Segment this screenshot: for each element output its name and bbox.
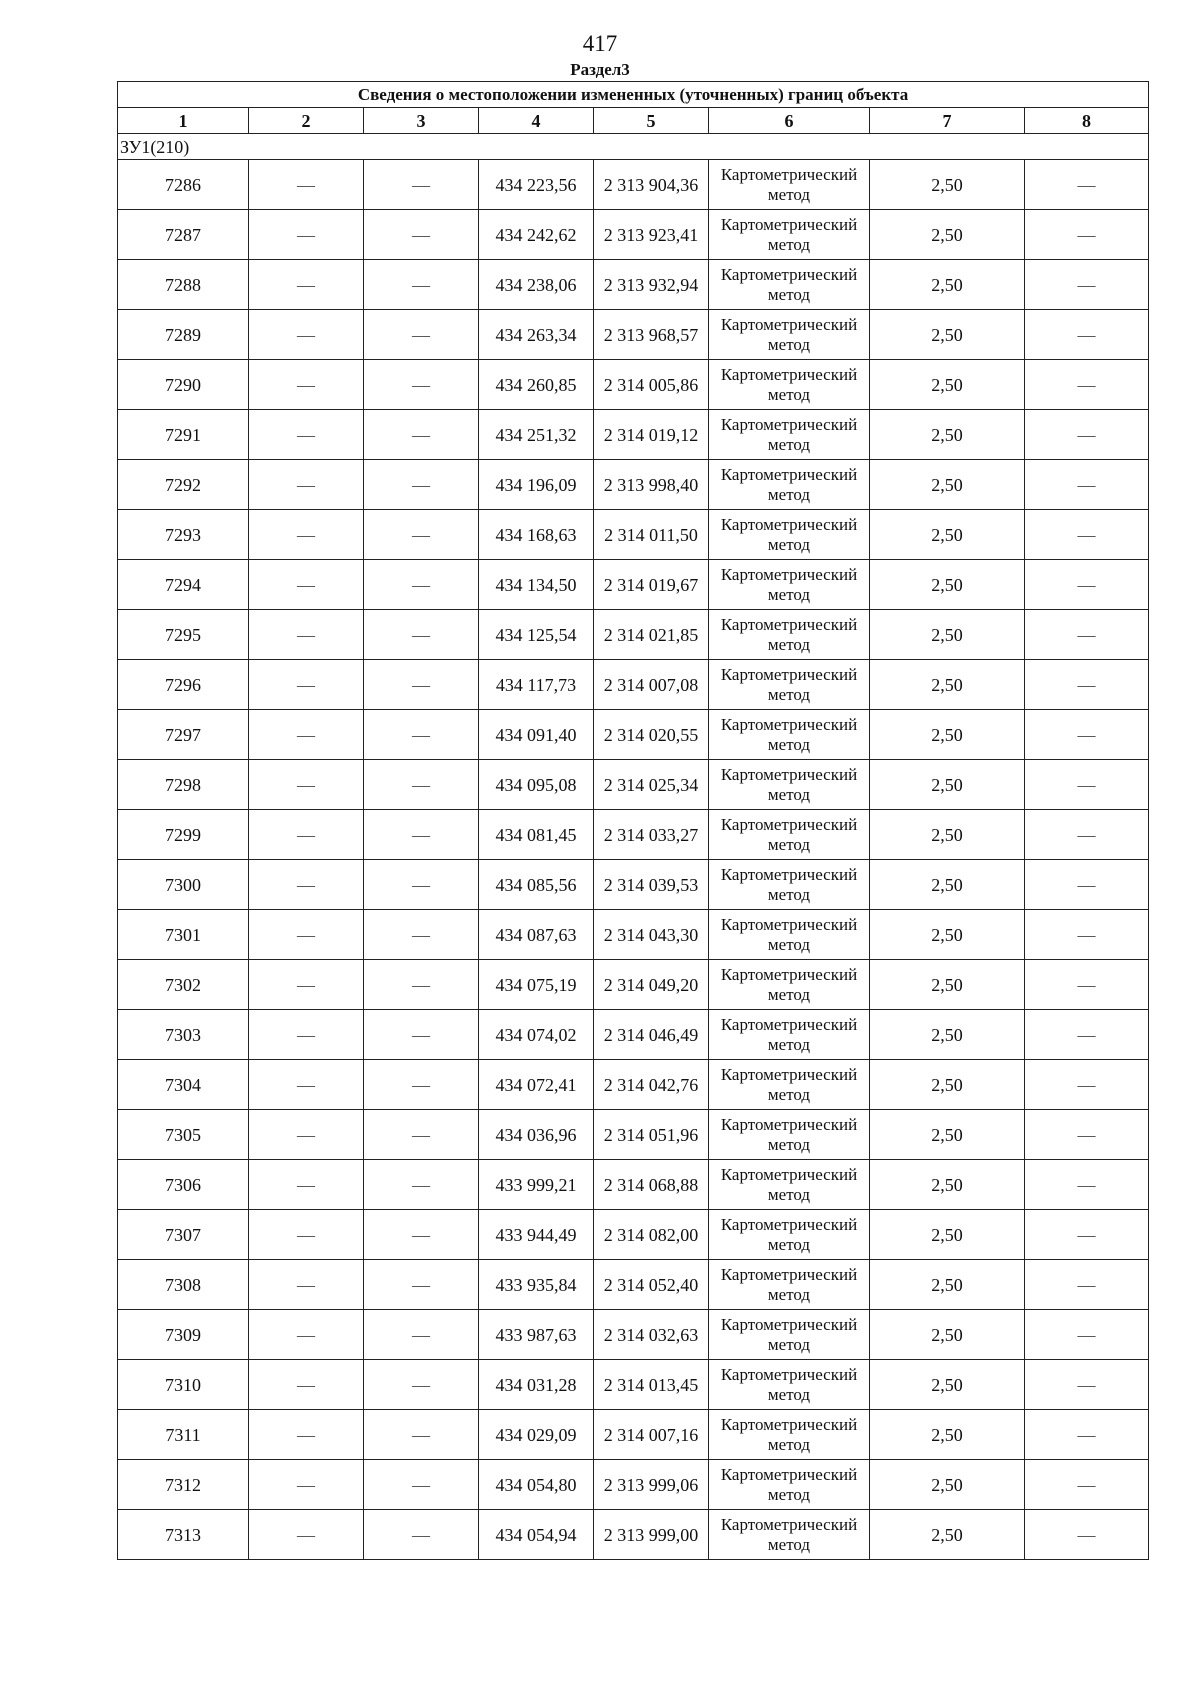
coord-y: 2 313 999,00 [594, 1510, 709, 1560]
coord-y: 2 314 020,55 [594, 710, 709, 760]
col8-value: — [1025, 610, 1149, 660]
col8-value: — [1025, 1010, 1149, 1060]
col2-value: — [249, 860, 364, 910]
coord-y: 2 314 007,16 [594, 1410, 709, 1460]
point-number: 7310 [118, 1360, 249, 1410]
coord-x: 434 134,50 [479, 560, 594, 610]
col2-value: — [249, 460, 364, 510]
point-number: 7297 [118, 710, 249, 760]
accuracy: 2,50 [870, 1010, 1025, 1060]
coord-y: 2 314 007,08 [594, 660, 709, 710]
col8-value: — [1025, 860, 1149, 910]
col8-value: — [1025, 1410, 1149, 1460]
col3-value: — [364, 910, 479, 960]
col8-value: — [1025, 210, 1149, 260]
coord-x: 434 029,09 [479, 1410, 594, 1460]
column-number-3: 3 [364, 108, 479, 134]
table-row [118, 960, 1149, 1010]
method: Картометрический метод [709, 1010, 870, 1060]
coord-x: 433 944,49 [479, 1210, 594, 1260]
boundary-coordinates-table [117, 81, 1149, 1560]
col3-value: — [364, 260, 479, 310]
col3-value: — [364, 1410, 479, 1460]
method: Картометрический метод [709, 1360, 870, 1410]
accuracy: 2,50 [870, 210, 1025, 260]
coord-x: 434 168,63 [479, 510, 594, 560]
coord-x: 434 074,02 [479, 1010, 594, 1060]
method: Картометрический метод [709, 460, 870, 510]
col3-value: — [364, 1010, 479, 1060]
col3-value: — [364, 310, 479, 360]
accuracy: 2,50 [870, 410, 1025, 460]
col2-value: — [249, 1510, 364, 1560]
col2-value: — [249, 560, 364, 610]
col2-value: — [249, 310, 364, 360]
column-number-8: 8 [1025, 108, 1149, 134]
coord-x: 434 223,56 [479, 160, 594, 210]
col2-value: — [249, 910, 364, 960]
accuracy: 2,50 [870, 510, 1025, 560]
column-number-7: 7 [870, 108, 1025, 134]
col3-value: — [364, 360, 479, 410]
table-row [118, 260, 1149, 310]
column-number-2: 2 [249, 108, 364, 134]
col2-value: — [249, 760, 364, 810]
coord-y: 2 314 033,27 [594, 810, 709, 860]
coord-x: 434 263,34 [479, 310, 594, 360]
col8-value: — [1025, 960, 1149, 1010]
col8-value: — [1025, 1210, 1149, 1260]
accuracy: 2,50 [870, 1260, 1025, 1310]
col2-value: — [249, 810, 364, 860]
table-row [118, 160, 1149, 210]
accuracy: 2,50 [870, 610, 1025, 660]
table-row [118, 610, 1149, 660]
col2-value: — [249, 1460, 364, 1510]
col3-value: — [364, 810, 479, 860]
col3-value: — [364, 960, 479, 1010]
section-label: Раздел3 [570, 60, 630, 79]
method: Картометрический метод [709, 710, 870, 760]
col3-value: — [364, 1060, 479, 1110]
col2-value: — [249, 210, 364, 260]
col8-value: — [1025, 460, 1149, 510]
accuracy: 2,50 [870, 810, 1025, 860]
table-row [118, 660, 1149, 710]
coord-y: 2 313 932,94 [594, 260, 709, 310]
method: Картометрический метод [709, 510, 870, 560]
col3-value: — [364, 1210, 479, 1260]
method: Картометрический метод [709, 1210, 870, 1260]
table-row [118, 1060, 1149, 1110]
coord-x: 434 081,45 [479, 810, 594, 860]
method: Картометрический метод [709, 360, 870, 410]
coord-y: 2 314 039,53 [594, 860, 709, 910]
col8-value: — [1025, 1060, 1149, 1110]
coord-y: 2 314 013,45 [594, 1360, 709, 1410]
coord-x: 434 036,96 [479, 1110, 594, 1160]
col3-value: — [364, 460, 479, 510]
coord-y: 2 314 005,86 [594, 360, 709, 410]
col8-value: — [1025, 410, 1149, 460]
method: Картометрический метод [709, 1160, 870, 1210]
coord-y: 2 314 019,12 [594, 410, 709, 460]
method: Картометрический метод [709, 810, 870, 860]
coord-y: 2 313 904,36 [594, 160, 709, 210]
col2-value: — [249, 260, 364, 310]
col2-value: — [249, 1160, 364, 1210]
col2-value: — [249, 710, 364, 760]
point-number: 7290 [118, 360, 249, 410]
coord-x: 434 125,54 [479, 610, 594, 660]
point-number: 7307 [118, 1210, 249, 1260]
coord-y: 2 313 998,40 [594, 460, 709, 510]
accuracy: 2,50 [870, 360, 1025, 410]
col8-value: — [1025, 710, 1149, 760]
point-number: 7312 [118, 1460, 249, 1510]
column-number-6: 6 [709, 108, 870, 134]
col2-value: — [249, 1260, 364, 1310]
col2-value: — [249, 410, 364, 460]
coord-x: 434 085,56 [479, 860, 594, 910]
point-number: 7296 [118, 660, 249, 710]
accuracy: 2,50 [870, 860, 1025, 910]
method: Картометрический метод [709, 960, 870, 1010]
method: Картометрический метод [709, 1060, 870, 1110]
point-number: 7295 [118, 610, 249, 660]
col8-value: — [1025, 1510, 1149, 1560]
col3-value: — [364, 760, 479, 810]
accuracy: 2,50 [870, 910, 1025, 960]
point-number: 7311 [118, 1410, 249, 1460]
table-row [118, 360, 1149, 410]
coord-y: 2 313 999,06 [594, 1460, 709, 1510]
col3-value: — [364, 1260, 479, 1310]
method: Картометрический метод [709, 1310, 870, 1360]
table-row [118, 560, 1149, 610]
method: Картометрический метод [709, 260, 870, 310]
point-number: 7287 [118, 210, 249, 260]
coord-y: 2 314 068,88 [594, 1160, 709, 1210]
coord-x: 434 251,32 [479, 410, 594, 460]
point-number: 7302 [118, 960, 249, 1010]
col2-value: — [249, 160, 364, 210]
col8-value: — [1025, 310, 1149, 360]
table-row [118, 210, 1149, 260]
coord-x: 434 095,08 [479, 760, 594, 810]
coord-x: 434 087,63 [479, 910, 594, 960]
col2-value: — [249, 610, 364, 660]
col8-value: — [1025, 360, 1149, 410]
coord-y: 2 314 051,96 [594, 1110, 709, 1160]
coord-x: 434 054,80 [479, 1460, 594, 1510]
method: Картометрический метод [709, 610, 870, 660]
coord-y: 2 314 019,67 [594, 560, 709, 610]
col3-value: — [364, 510, 479, 560]
coord-y: 2 313 968,57 [594, 310, 709, 360]
accuracy: 2,50 [870, 760, 1025, 810]
method: Картометрический метод [709, 210, 870, 260]
col8-value: — [1025, 1260, 1149, 1310]
coord-x: 434 091,40 [479, 710, 594, 760]
point-number: 7300 [118, 860, 249, 910]
col3-value: — [364, 1510, 479, 1560]
col3-value: — [364, 710, 479, 760]
coord-x: 434 260,85 [479, 360, 594, 410]
coord-x: 434 238,06 [479, 260, 594, 310]
accuracy: 2,50 [870, 160, 1025, 210]
col3-value: — [364, 410, 479, 460]
coord-x: 433 999,21 [479, 1160, 594, 1210]
accuracy: 2,50 [870, 310, 1025, 360]
point-number: 7299 [118, 810, 249, 860]
method: Картометрический метод [709, 410, 870, 460]
col3-value: — [364, 560, 479, 610]
coord-y: 2 314 049,20 [594, 960, 709, 1010]
col3-value: — [364, 1310, 479, 1360]
coord-y: 2 314 021,85 [594, 610, 709, 660]
table-row [118, 1160, 1149, 1210]
table-row [118, 860, 1149, 910]
method: Картометрический метод [709, 760, 870, 810]
accuracy: 2,50 [870, 460, 1025, 510]
accuracy: 2,50 [870, 1160, 1025, 1210]
table-title-row [118, 82, 1149, 108]
table-row [118, 1210, 1149, 1260]
coord-y: 2 314 032,63 [594, 1310, 709, 1360]
col8-value: — [1025, 560, 1149, 610]
method: Картометрический метод [709, 910, 870, 960]
column-number-row [118, 108, 1149, 134]
col8-value: — [1025, 1160, 1149, 1210]
column-number-1: 1 [118, 108, 249, 134]
col3-value: — [364, 1110, 479, 1160]
col8-value: — [1025, 660, 1149, 710]
coord-y: 2 314 011,50 [594, 510, 709, 560]
coord-y: 2 314 046,49 [594, 1010, 709, 1060]
method: Картометрический метод [709, 860, 870, 910]
accuracy: 2,50 [870, 1110, 1025, 1160]
col2-value: — [249, 1210, 364, 1260]
col8-value: — [1025, 810, 1149, 860]
method: Картометрический метод [709, 1410, 870, 1460]
column-number-5: 5 [594, 108, 709, 134]
col8-value: — [1025, 160, 1149, 210]
col2-value: — [249, 1010, 364, 1060]
method: Картометрический метод [709, 1460, 870, 1510]
col3-value: — [364, 860, 479, 910]
point-number: 7294 [118, 560, 249, 610]
coord-y: 2 314 082,00 [594, 1210, 709, 1260]
coord-y: 2 313 923,41 [594, 210, 709, 260]
table-row [118, 410, 1149, 460]
col2-value: — [249, 1060, 364, 1110]
point-number: 7293 [118, 510, 249, 560]
coord-x: 434 031,28 [479, 1360, 594, 1410]
group-row [118, 134, 1149, 160]
coord-y: 2 314 043,30 [594, 910, 709, 960]
point-number: 7305 [118, 1110, 249, 1160]
col8-value: — [1025, 1310, 1149, 1360]
col8-value: — [1025, 1460, 1149, 1510]
coord-x: 434 242,62 [479, 210, 594, 260]
table-row [118, 1410, 1149, 1460]
table-row [118, 1460, 1149, 1510]
table-row [118, 1310, 1149, 1360]
accuracy: 2,50 [870, 1360, 1025, 1410]
accuracy: 2,50 [870, 560, 1025, 610]
col2-value: — [249, 360, 364, 410]
method: Картометрический метод [709, 1260, 870, 1310]
coord-y: 2 314 025,34 [594, 760, 709, 810]
coord-y: 2 314 042,76 [594, 1060, 709, 1110]
column-number-4: 4 [479, 108, 594, 134]
table-row [118, 1510, 1149, 1560]
accuracy: 2,50 [870, 660, 1025, 710]
table-row [118, 810, 1149, 860]
table-row [118, 1110, 1149, 1160]
accuracy: 2,50 [870, 1310, 1025, 1360]
point-number: 7291 [118, 410, 249, 460]
table-row [118, 1360, 1149, 1410]
method: Картометрический метод [709, 560, 870, 610]
coord-x: 434 054,94 [479, 1510, 594, 1560]
coord-y: 2 314 052,40 [594, 1260, 709, 1310]
col3-value: — [364, 610, 479, 660]
table-row [118, 460, 1149, 510]
col3-value: — [364, 660, 479, 710]
col3-value: — [364, 160, 479, 210]
col2-value: — [249, 1310, 364, 1360]
col2-value: — [249, 960, 364, 1010]
col8-value: — [1025, 910, 1149, 960]
table-row [118, 710, 1149, 760]
col3-value: — [364, 1360, 479, 1410]
point-number: 7303 [118, 1010, 249, 1060]
table-row [118, 760, 1149, 810]
col2-value: — [249, 660, 364, 710]
point-number: 7289 [118, 310, 249, 360]
point-number: 7286 [118, 160, 249, 210]
point-number: 7301 [118, 910, 249, 960]
method: Картометрический метод [709, 310, 870, 360]
accuracy: 2,50 [870, 1210, 1025, 1260]
col8-value: — [1025, 760, 1149, 810]
accuracy: 2,50 [870, 260, 1025, 310]
coord-x: 434 117,73 [479, 660, 594, 710]
group-label: ЗУ1(210) [118, 134, 1149, 160]
table-row [118, 310, 1149, 360]
accuracy: 2,50 [870, 1460, 1025, 1510]
accuracy: 2,50 [870, 1060, 1025, 1110]
coord-x: 433 987,63 [479, 1310, 594, 1360]
table-row [118, 510, 1149, 560]
col2-value: — [249, 1410, 364, 1460]
point-number: 7292 [118, 460, 249, 510]
col3-value: — [364, 1160, 479, 1210]
col8-value: — [1025, 260, 1149, 310]
accuracy: 2,50 [870, 1510, 1025, 1560]
method: Картометрический метод [709, 160, 870, 210]
method: Картометрический метод [709, 660, 870, 710]
table-row [118, 910, 1149, 960]
accuracy: 2,50 [870, 1410, 1025, 1460]
point-number: 7313 [118, 1510, 249, 1560]
accuracy: 2,50 [870, 710, 1025, 760]
coord-x: 434 072,41 [479, 1060, 594, 1110]
point-number: 7288 [118, 260, 249, 310]
point-number: 7304 [118, 1060, 249, 1110]
page-number: 417 [582, 31, 618, 56]
accuracy: 2,50 [870, 960, 1025, 1010]
col3-value: — [364, 210, 479, 260]
col2-value: — [249, 1110, 364, 1160]
coord-x: 434 196,09 [479, 460, 594, 510]
coord-x: 433 935,84 [479, 1260, 594, 1310]
col3-value: — [364, 1460, 479, 1510]
method: Картометрический метод [709, 1110, 870, 1160]
col8-value: — [1025, 1360, 1149, 1410]
table-row [118, 1010, 1149, 1060]
table-row [118, 1260, 1149, 1310]
point-number: 7306 [118, 1160, 249, 1210]
point-number: 7309 [118, 1310, 249, 1360]
point-number: 7298 [118, 760, 249, 810]
col2-value: — [249, 1360, 364, 1410]
col2-value: — [249, 510, 364, 560]
coord-x: 434 075,19 [479, 960, 594, 1010]
col8-value: — [1025, 1110, 1149, 1160]
col8-value: — [1025, 510, 1149, 560]
point-number: 7308 [118, 1260, 249, 1310]
table-title: Сведения о местоположении измененных (уточненных) границ объекта [118, 82, 1149, 108]
method: Картометрический метод [709, 1510, 870, 1560]
